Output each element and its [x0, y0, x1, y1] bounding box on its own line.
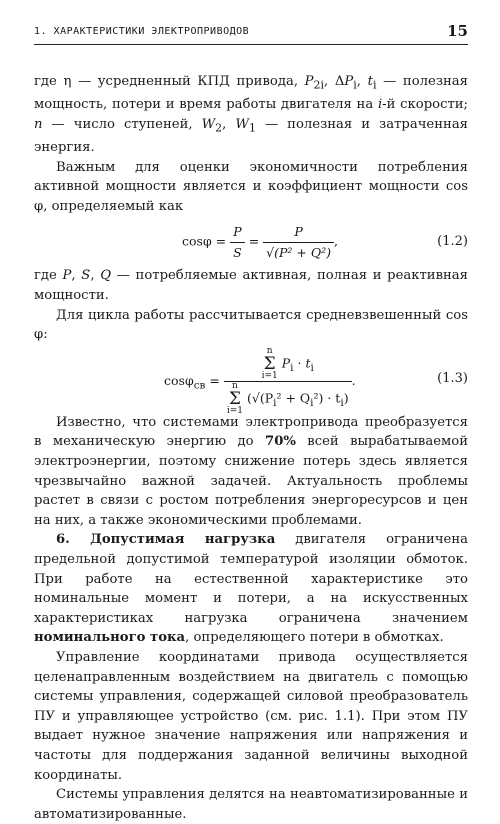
running-title: 1. ХАРАКТЕРИСТИКИ ЭЛЕКТРОПРИВОДОВ	[34, 26, 250, 37]
eq3-number: (1.3)	[437, 370, 468, 386]
eq2-lhs: cosφ =	[182, 234, 227, 250]
paragraph-pqs: где P, S, Q — потребляемые активная, полная и реактивная мощности.	[34, 268, 468, 304]
paragraph-load: 6. Допустимая нагрузка двигателя ограничена предельной допустимой температурой изоляции обмоток. При работе на естественной характеристике это номинальные момент и потери, а на искусственных характеристиках нагрузка ограничена значением номинального тока, определяющего потери в обмотках.	[34, 532, 468, 646]
body-text	[34, 72, 468, 824]
eq2-number: (1.2)	[437, 234, 468, 250]
page-header	[34, 20, 468, 46]
eq2-fraction-ps: $\frac{P}{S}$	[230, 222, 245, 262]
paragraph-energy: Известно, что системами электропривода преобразуется в механическую энергию до 70% всей вырабатываемой электроэнергии, поэтому снижение потерь здесь является чрезвычайно важной задачей. Актуальность проблемы растет в связи с ростом потребления энергоресурсов и цен на них, а также экономическими проблемами.	[34, 414, 469, 528]
eq3-fraction: n Σ i=1 $P_i \cdot t_i$ n Σ i=1 $(√(P_i^2 + Q_i^2) \cdot t_i)$	[224, 347, 352, 416]
paragraph-systems: Системы управления делятся на неавтоматизированные и автоматизированные.	[34, 787, 468, 822]
paragraph-definitions: где η — усредненный КПД привода, $P_{2i}$, $\Delta P_i$, $t_i$ — полезная мощность, потери и время работы двигателя на i-й скорости; n — число ступеней, $W_2$, $W_1$ — полезная и затраченная энергия.	[34, 74, 469, 156]
equation-1-3: cosφ$_{св}$ = n Σ i=1 $P_i \cdot t_i$ n Σ i=1 $(√(P_i^2 + Q_i^2) \cdot t_i)$ . (1.3)	[164, 345, 468, 416]
paragraph-control: Управление координатами привода осуществляется целенаправленным воздействием на двигатель с помощью системы управления, содержащей силовой преобразователь ПУ и управляющее устройство (см. рис. 1.1). При этом ПУ выдает нужное значение напряжения или напряжения и частоты для поддержания заданной величины выходной координаты.	[34, 649, 468, 783]
paragraph-cycle: Для цикла работы рассчитывается средневзвешенный cos φ:	[34, 307, 468, 343]
eq2-fraction-root: $\frac{P}{\text{√(P² + Q²)}}$	[263, 222, 334, 262]
paragraph-power-factor: Важным для оценки экономичности потребления активной мощности является и коэффициент мощности cos φ, определяемый как	[34, 159, 468, 214]
page-number: 15	[447, 22, 468, 40]
eq3-lhs: cosφ$_{св}$	[164, 372, 206, 392]
equation-1-2: cosφ = $\frac{P}{S}$ = $\frac{P}{\text{√(P² + Q²)}}$ , (1.2)	[34, 216, 468, 266]
header-rule	[34, 44, 468, 45]
